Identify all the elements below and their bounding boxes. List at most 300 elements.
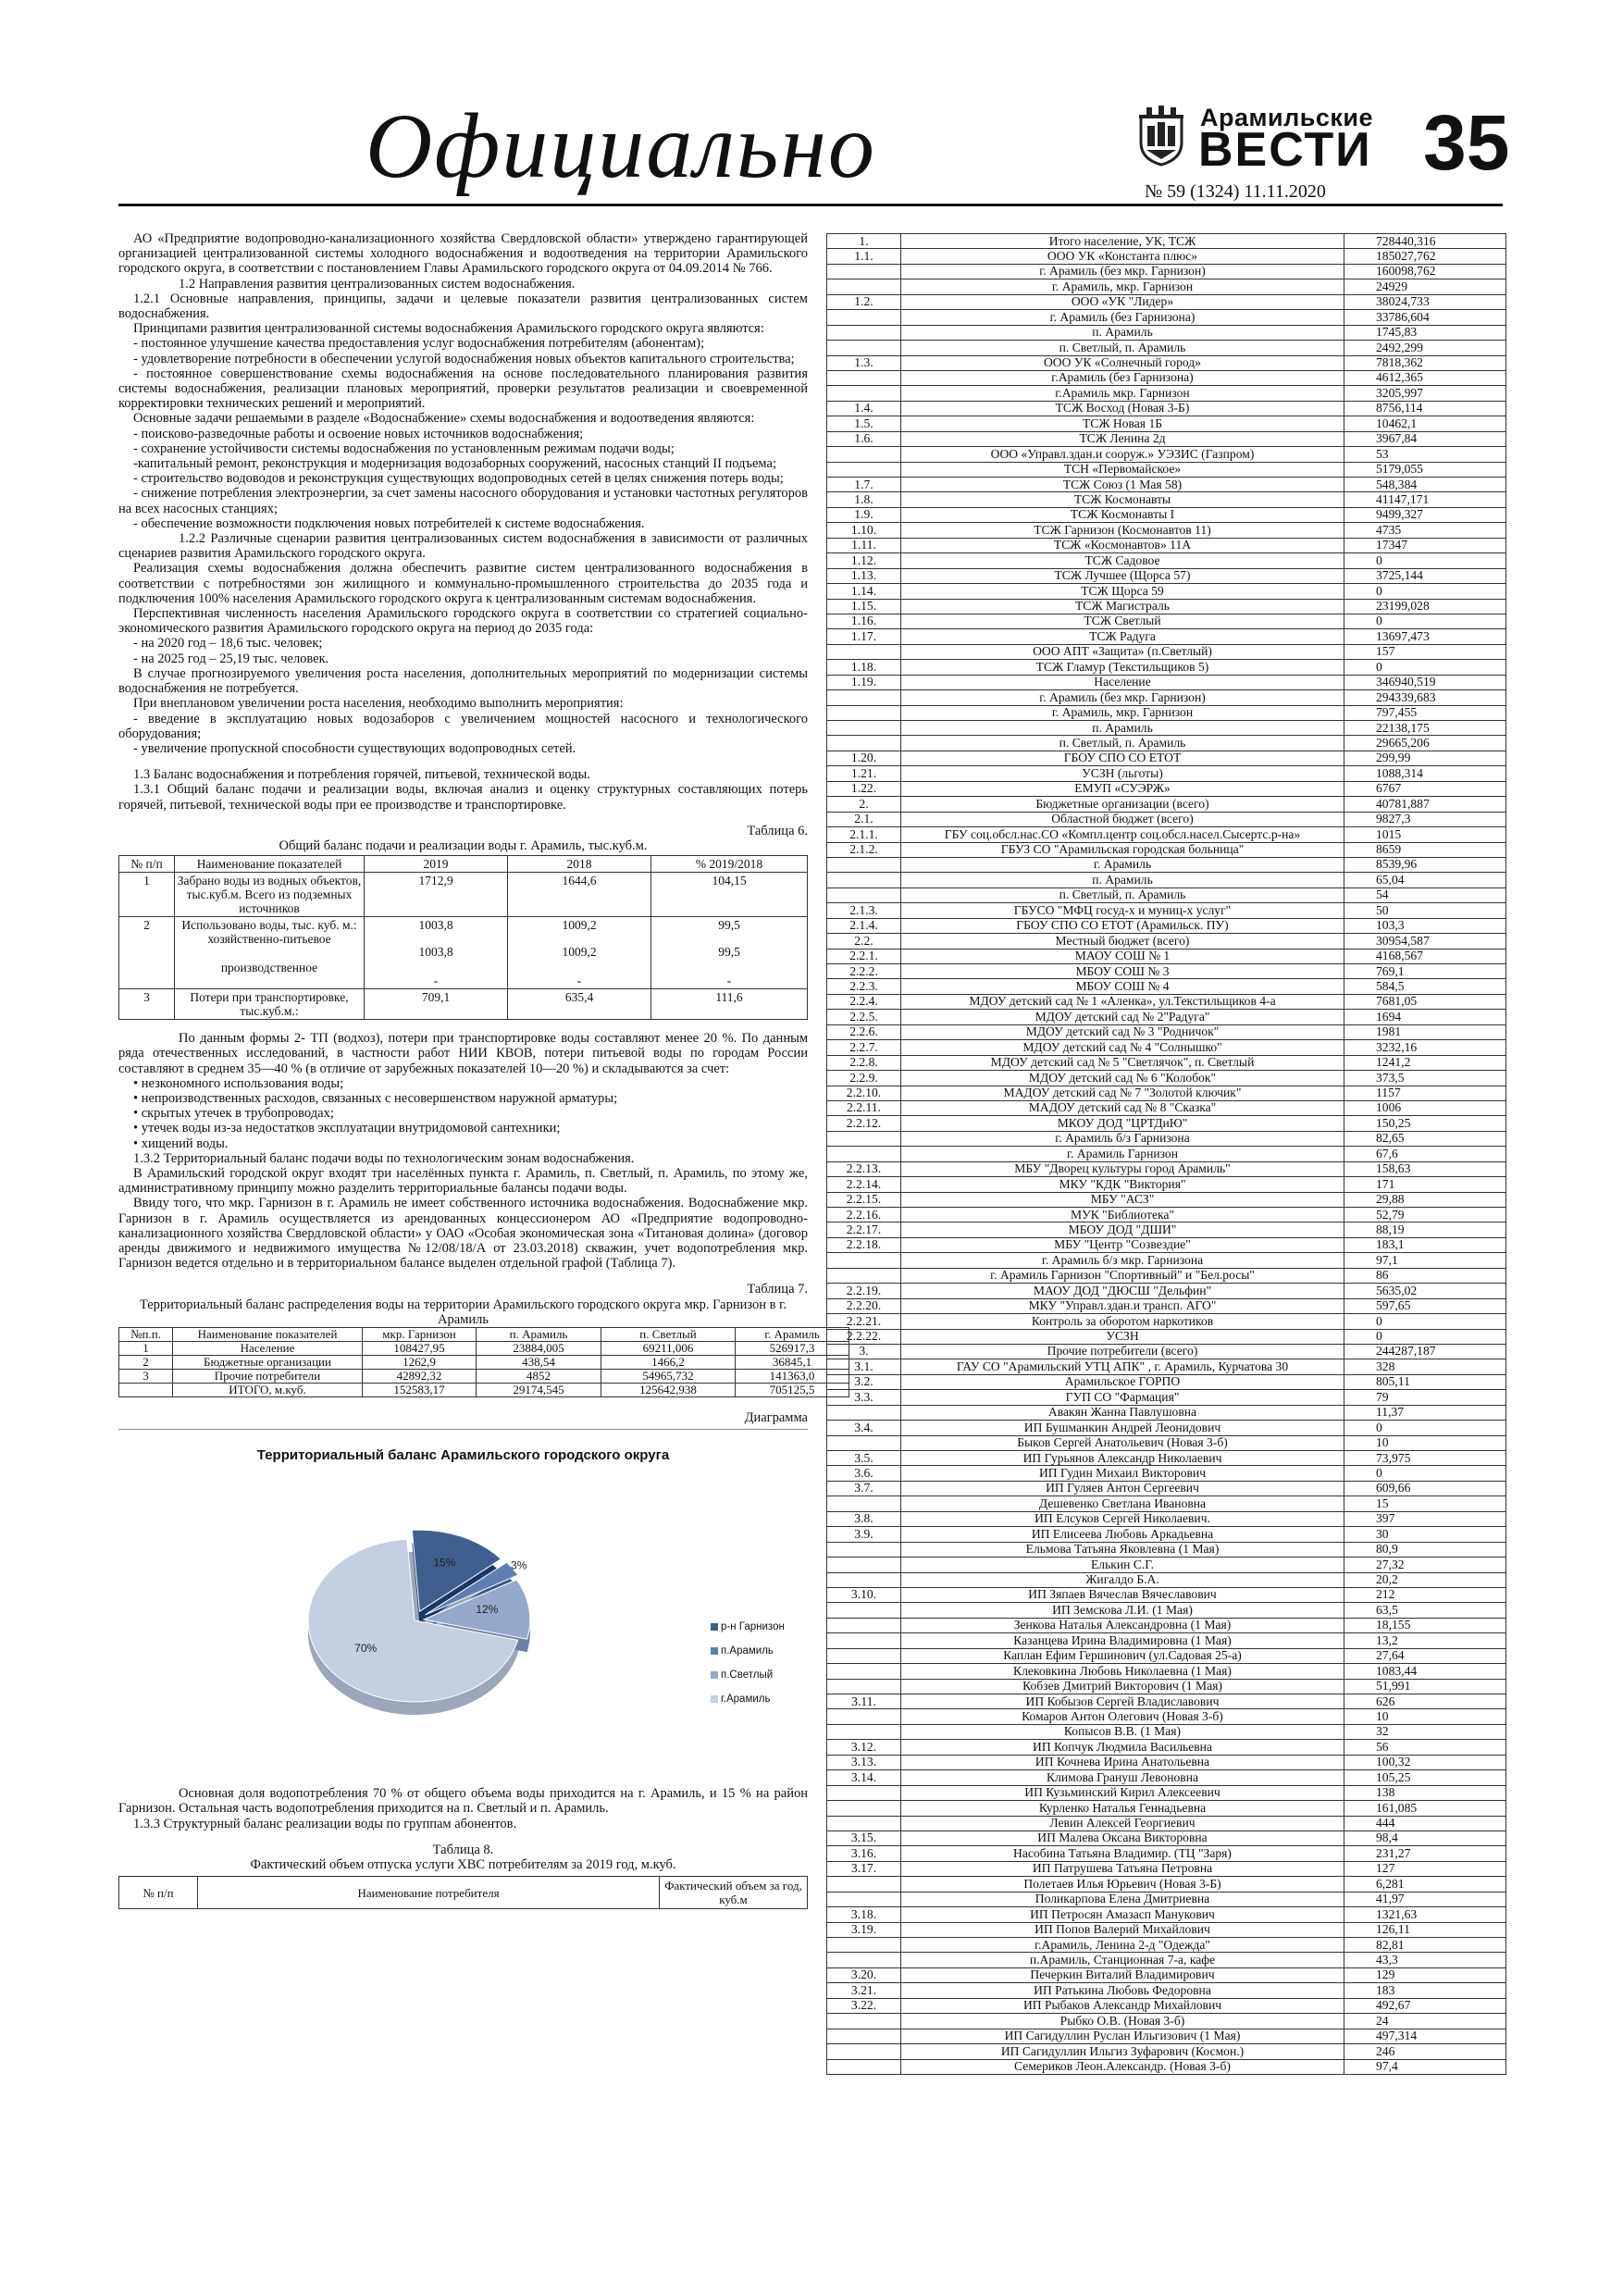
volume-value: 56 [1344,1740,1506,1755]
volume-value: 105,25 [1344,1770,1506,1785]
volume-value: 9499,327 [1344,507,1506,522]
volume-value: 30954,587 [1344,934,1506,949]
volume-value: 373,5 [1344,1071,1506,1086]
row-number: 2.2.10. [827,1086,901,1100]
table-row [827,766,1506,781]
consumer-name: МДОУ детский сад № 1 «Аленка», ул.Текстильщиков 4-а [901,994,1344,1009]
row-number: 2.1.4. [827,918,901,933]
table-row: 2 Использовано воды, тыс. куб. м.: хозяйственно-питьевое производственное 1003,8 1003,8 - 1009,2 1009,2 - 99,5 99,5 - [119,917,808,989]
row-number: 3. [827,1344,901,1359]
volume-value: 4168,567 [1344,949,1506,963]
section-title: Официально [365,94,876,197]
consumer-name: г. Арамиль (без Гарнизона) [901,310,1344,325]
table-row [827,249,1506,264]
row-number: 2.2.5. [827,1010,901,1024]
volume-value: 86 [1344,1268,1506,1283]
consumer-name: Казанцева Ирина Владимировна (1 Мая) [901,1633,1344,1648]
row-number: 2.2.9. [827,1071,901,1086]
consumer-name: г. Арамиль, мкр. Гарнизон [901,705,1344,720]
paragraph: При внеплановом увеличении роста населения, необходимо выполнить мероприятия: [133,696,624,712]
table-row [827,584,1506,599]
table-row [827,553,1506,568]
table-row [827,751,1506,765]
row-number: 3.3. [827,1390,901,1405]
table-row: 3 Прочие потребители 42892,32 4852 54965,732 141363,0 [119,1369,849,1383]
volume-value: 299,99 [1344,751,1506,765]
consumer-name: ТСЖ Щорса 59 [901,584,1344,599]
volume-value: 3232,16 [1344,1040,1506,1055]
row-number: 1.5. [827,416,901,431]
row-number: 1.12. [827,553,901,568]
volume-value: 10462,1 [1344,416,1506,431]
volume-value: 10 [1344,1709,1506,1724]
row-number [827,1253,901,1268]
consumer-name: ИП Гуляев Антон Сергеевич [901,1481,1344,1496]
consumer-name: г. Арамиль б/з Гарнизона [901,1131,1344,1146]
table-row [827,1633,1506,1648]
volume-value: 98,4 [1344,1831,1506,1845]
table-row [827,934,1506,949]
list-item: -капитальный ремонт, реконструкция и модернизация водозаборных сооружений, насосных станций II подъема; [133,456,776,472]
row-number: 3.13. [827,1755,901,1769]
row-number: 1.1. [827,249,901,264]
volume-value: 29,88 [1344,1192,1506,1207]
table-row [827,1907,1506,1922]
issue-number: № 59 (1324) 11.11.2020 [1145,181,1326,202]
volume-value: 6767 [1344,781,1506,796]
table-row [827,736,1506,751]
page-number: 35 [1423,99,1510,186]
volume-value: 8539,96 [1344,857,1506,872]
consumer-name: ТСЖ Восход (Новая 3-Б) [901,401,1344,416]
table-row [827,310,1506,325]
row-number: 2.2.13. [827,1161,901,1176]
row-number [827,1633,901,1648]
volume-value: 24929 [1344,279,1506,294]
row-number: 2.1.2. [827,842,901,857]
pie-label: 15% [433,1556,456,1570]
table-row [827,1770,1506,1785]
volume-value: 8659 [1344,842,1506,857]
volume-value: 1157 [1344,1086,1506,1100]
column-header: 2018 [508,856,651,873]
table-row [827,629,1506,644]
volume-value: 231,27 [1344,1846,1506,1861]
list-item: • утечек воды из-за недостатков эксплуатации внутридомовой сантехники; [133,1121,561,1136]
table-row [827,478,1506,492]
consumer-name: ТСЖ Лучшее (Щорса 57) [901,568,1344,583]
table-row [827,1131,1506,1146]
row-number: 1. [827,234,901,249]
legend-item [711,1663,785,1687]
row-number [827,1542,901,1557]
pie-label: 70% [354,1642,378,1656]
consumer-name: Кобзев Дмитрий Викторович (1 Мая) [901,1679,1344,1694]
consumer-name: ТСН «Первомайское» [901,462,1344,477]
volume-value: 82,65 [1344,1131,1506,1146]
consumer-name: ООО «Управл.здан.и сооруж.» УЭЗИС (Газпром) [901,447,1344,462]
consumer-name: п.Арамиль, Станционная 7-а, кафе [901,1953,1344,1967]
table-row [827,1724,1506,1739]
consumer-name: ИП Земскова Л.И. (1 Мая) [901,1603,1344,1618]
pie-label: 12% [476,1603,499,1617]
volume-value: 346940,519 [1344,675,1506,689]
table-row: 3 Потери при транспортировке, тыс.куб.м.: 709,1 635,4 111,6 [119,989,808,1020]
consumer-name: ИП Елисеева Любовь Аркадьевна [901,1527,1344,1542]
volume-value: 1083,44 [1344,1664,1506,1679]
table-row [827,1861,1506,1876]
volume-value: 492,67 [1344,1998,1506,2013]
consumer-name: Каплан Ефим Гершинович (ул.Садовая 25-а) [901,1648,1344,1663]
row-number [827,873,901,887]
row-number: 2.2.16. [827,1208,901,1222]
row-number [827,1558,901,1572]
table-row [827,903,1506,918]
consumer-name: ООО УК «Солнечный город» [901,355,1344,370]
volume-value: 246 [1344,2044,1506,2059]
volume-value: 5179,055 [1344,462,1506,477]
row-number: 2.2.21. [827,1314,901,1329]
volume-value: 183 [1344,1983,1506,1998]
table-title: Фактический объем отпуска услуги ХВС потребителям за 2019 год, м.куб. [250,1857,676,1872]
consumer-name: г.Арамиль мкр. Гарнизон [901,386,1344,401]
row-number [827,1603,901,1618]
column-header: % 2019/2018 [651,856,808,873]
table-row [827,1664,1506,1679]
list-item: - на 2025 год – 25,19 тыс. человек. [133,651,329,666]
row-number: 2.2.11. [827,1100,901,1115]
row-number [827,1679,901,1694]
table-row [827,1421,1506,1435]
volume-value: 52,79 [1344,1208,1506,1222]
row-number: 3.22. [827,1998,901,2013]
row-number: 1.9. [827,507,901,522]
pie-label: 3% [511,1558,527,1572]
consumer-name: г. Арамиль, мкр. Гарнизон [901,279,1344,294]
consumer-name: Комаров Антон Олегович (Новая 3-б) [901,1709,1344,1724]
table-label: Таблица 6. [747,823,808,838]
table-row [827,264,1506,279]
volume-value: 5635,02 [1344,1284,1506,1298]
table-row [827,1192,1506,1207]
table-row [827,1435,1506,1450]
consumer-name: МДОУ детский сад № 5 "Светлячок", п. Светлый [901,1055,1344,1070]
list-item: - сохранение устойчивости системы водоснабжения по установленным режимам подачи воды; [133,441,675,456]
table-row [827,1511,1506,1526]
paragraph: АО «Предприятие водопроводно-канализационного хозяйства Свердловской области» утверждено гарантирующей организацией централизованной системы холодного водоснабжения и водоотведения на территории Арамильского городского округа, в соответствии с постановлением Главы Арамильского городского округа от 04.09.2014 № 766. [118,231,808,277]
table-row [827,1451,1506,1466]
table-row [827,2044,1506,2059]
row-number: 3.5. [827,1451,901,1466]
table-row [827,1298,1506,1313]
table-row [827,1024,1506,1039]
consumer-name: ООО АПТ «Защита» (п.Светлый) [901,644,1344,659]
row-number [827,1709,901,1724]
consumer-name: ГБУЗ СО "Арамильская городская больница" [901,842,1344,857]
table-row [827,462,1506,477]
row-number: 2.2.2. [827,964,901,979]
row-number: 2.2.19. [827,1284,901,1298]
paragraph: По данным формы 2- ТП (водхоз), потери при транспортировке воды составляют менее 20 %. По данным ряда отечественных исследований, в частности работ НИИ КВОВ, потери питьевой воды по городам России составляют в среднем 35—40 % (в отличие от зарубежных показателей 10—20 %) и складываются за счет: [118,1031,808,1076]
consumer-name: Быков Сергей Анатольевич (Новая 3-б) [901,1435,1344,1450]
volume-value: 43,3 [1344,1953,1506,1967]
volume-value: 22138,175 [1344,721,1506,736]
volume-value: 18,155 [1344,1618,1506,1632]
consumer-name: МУК "Библиотека" [901,1208,1344,1222]
consumer-name: Левин Алексей Георгиевич [901,1816,1344,1831]
consumer-name: ИП Гурьянов Александр Николаевич [901,1451,1344,1466]
consumer-name: Насобина Татьяна Владимир. (ТЦ "Заря) [901,1846,1344,1861]
consumer-name: ТСЖ Союз (1 Мая 58) [901,478,1344,492]
row-number: 2.2.1. [827,949,901,963]
consumer-name: Рыбко О.В. (Новая 3-б) [901,2014,1344,2029]
row-number: 3.16. [827,1846,901,1861]
row-number: 1.16. [827,614,901,628]
row-number [827,325,901,340]
table-row [827,599,1506,614]
table-row [827,1208,1506,1222]
row-number [827,2044,901,2059]
volume-value: 244287,187 [1344,1344,1506,1359]
volume-value: 8756,114 [1344,401,1506,416]
volume-value: 97,1 [1344,1253,1506,1268]
row-number [827,310,901,325]
table-row [827,994,1506,1009]
list-item: - снижение потребления электроэнергии, за счет замены насосного оборудования и установки частотных регуляторов на всех насосных станциях; [118,486,808,516]
row-number: 1.2. [827,294,901,309]
row-number: 1.22. [827,781,901,796]
volume-value: 584,5 [1344,979,1506,994]
volume-value: 1006 [1344,1100,1506,1115]
table-row [827,1405,1506,1420]
row-number [827,462,901,477]
volume-value: 63,5 [1344,1603,1506,1618]
row-number: 3.4. [827,1421,901,1435]
row-number [827,279,901,294]
table-row [827,2059,1506,2074]
legend-label: п.Светлый [721,1669,774,1682]
table-row [827,234,1506,249]
volume-value: 88,19 [1344,1222,1506,1237]
consumer-name: Жигалдо Б.А. [901,1572,1344,1587]
consumer-name: ИП Попов Валерий Михайлович [901,1922,1344,1937]
list-item: • непроизводственных расходов, связанных с несовершенством наружной арматуры; [133,1090,618,1106]
paragraph: Перспективная численность населения Арамильского городского округа в соответствии со стратегией социально-экономического развития Арамильского городского округа на период до 2035 года: [118,606,808,637]
table-row [827,279,1506,294]
volume-value: 3205,997 [1344,386,1506,401]
consumer-name: МАОУ ДОД "ДЮСШ "Дельфин" [901,1284,1344,1298]
list-item: - постоянное улучшение качества предоставления услуг водоснабжения потребителям (абонентам); [133,336,705,352]
paragraph: Ввиду того, что мкр. Гарнизон в г. Арамиль не имеет собственного источника водоснабжения. Водоснабжение мкр. Гарнизон в г. Арамиль осуществляется из арендованных концессионером АО «Предприятие водопроводно-канализационного хозяйства Свердловской области» у ОАО «Особая экономическая зона «Титановая долина» (договор аренды движимого и недвижимого имущества №12/08/18/А от 23.03.2018) скважин, учет водопотребления мкр. Гарнизон ведется отдельно и в территориальном балансе выделен отдельной графой (Таблица 7). [118,1196,808,1272]
volume-value: 0 [1344,660,1506,675]
consumer-name: п. Арамиль [901,721,1344,736]
consumer-name: МБУ "Центр "Созвездие" [901,1237,1344,1252]
row-number: 3.10. [827,1587,901,1602]
table-row [827,1877,1506,1892]
row-number: 1.20. [827,751,901,765]
row-number [827,857,901,872]
row-number: 2.1.1. [827,827,901,842]
consumer-name: Дешевенко Светлана Ивановна [901,1496,1344,1511]
row-number: 1.8. [827,492,901,507]
row-number [827,887,901,902]
row-number: 3.2. [827,1374,901,1389]
volume-value: 11,37 [1344,1405,1506,1420]
volume-value: 4612,365 [1344,370,1506,385]
volume-value: 797,455 [1344,705,1506,720]
table-row [827,492,1506,507]
volume-value: 328 [1344,1359,1506,1374]
volume-value: 29665,206 [1344,736,1506,751]
volume-value: 185027,762 [1344,249,1506,264]
consumers-table [826,233,1506,2075]
row-number [827,2059,901,2074]
consumer-name: п. Светлый, п. Арамиль [901,887,1344,902]
volume-value: 161,085 [1344,1801,1506,1816]
volume-value: 0 [1344,1466,1506,1481]
row-number: 2.2. [827,934,901,949]
volume-value: 1321,63 [1344,1907,1506,1922]
paragraph: Реализация схемы водоснабжения должна обеспечить развитие систем централизованного водоснабжения в соответствии с потребностями зон жилищного и коммунально-промышленного строительства до 2035 года и подключения 100% населения Арамильского городского округа к централизованным системам водоснабжения. [118,561,808,606]
consumer-name: ТСЖ Магистраль [901,599,1344,614]
volume-value: 129 [1344,1967,1506,1982]
table-row [827,1010,1506,1024]
legend-label: р-н Гарнизон [721,1621,785,1633]
list-item: - на 2020 год – 18,6 тыс. человек; [133,636,323,652]
table-title: Общий баланс подачи и реализации воды г. Арамиль, тыс.куб.м. [279,838,648,853]
consumer-name: п. Светлый, п. Арамиль [901,341,1344,355]
legend-swatch [711,1695,718,1703]
table-row [827,294,1506,309]
list-item: - постоянное совершенствование схемы водоснабжения на основе последовательного планирования развития системы водоснабжения, реализации плановых мероприятий, проверки результатов реализации и своевременной корректировки технических решений и мероприятий. [118,366,808,412]
table-row [827,979,1506,994]
volume-value: 40781,887 [1344,797,1506,812]
volume-value: 27,32 [1344,1558,1506,1572]
row-number: 3.17. [827,1861,901,1876]
row-number [827,1892,901,1906]
consumer-name: Прочие потребители (всего) [901,1344,1344,1359]
consumer-name: ИП Кузьминский Кирил Алексеевич [901,1785,1344,1800]
consumer-name: п. Светлый, п. Арамиль [901,736,1344,751]
table-row [827,842,1506,857]
table-row [827,431,1506,446]
volume-value: 53 [1344,447,1506,462]
consumer-name: ТСЖ Ленина 2д [901,431,1344,446]
consumer-name: УСЗН (льготы) [901,766,1344,781]
column-header: п. Арамиль [477,1327,601,1341]
consumer-name: Население [901,675,1344,689]
table-row [827,447,1506,462]
row-number: 2.2.18. [827,1237,901,1252]
column-header: Наименование показателей [173,1327,363,1341]
volume-value: 41,97 [1344,1892,1506,1906]
volume-value: 158,63 [1344,1161,1506,1176]
legend-item [711,1687,785,1711]
volume-value: 65,04 [1344,873,1506,887]
volume-value: 0 [1344,553,1506,568]
table-row [827,416,1506,431]
table-row [827,386,1506,401]
list-item: • хищений воды. [133,1136,229,1151]
volume-value: 79 [1344,1390,1506,1405]
table-label: Таблица 7. [747,1282,808,1297]
legend-item [711,1639,785,1663]
volume-value: 126,11 [1344,1922,1506,1937]
consumer-name: МКУ "КДК "Виктория" [901,1177,1344,1192]
consumer-name: МБОУ СОШ № 4 [901,979,1344,994]
table-row [827,1116,1506,1131]
consumer-name: ИП Патрушева Татьяна Петровна [901,1861,1344,1876]
legend-swatch [711,1647,718,1655]
chart-legend [711,1615,785,1711]
consumer-name: ИП Копчук Людмила Васильевна [901,1740,1344,1755]
consumer-name: ТСЖ Новая 1Б [901,416,1344,431]
row-number [827,1268,901,1283]
consumer-name: Контроль за оборотом наркотиков [901,1314,1344,1329]
table-row [827,2029,1506,2043]
row-number: 3.18. [827,1907,901,1922]
table-row [827,1938,1506,1953]
row-number: 3.12. [827,1740,901,1755]
column-header: Наименование показателей [175,856,365,873]
row-number: 1.19. [827,675,901,689]
pie-chart [118,1429,808,1771]
table-row [827,797,1506,812]
table-title: Территориальный баланс распределения воды на территории Арамильского городского округа мкр. Гарнизон в г. Арамиль [139,1297,787,1327]
table-row [827,1253,1506,1268]
table-row [827,675,1506,689]
volume-value: 150,25 [1344,1116,1506,1131]
volume-value: 1088,314 [1344,766,1506,781]
consumer-name: УСЗН [901,1329,1344,1344]
table-row [827,857,1506,872]
volume-value: 103,3 [1344,918,1506,933]
consumer-name: ИП Елсуков Сергей Николаевич. [901,1511,1344,1526]
row-number [827,1801,901,1816]
table-6 [118,855,808,1020]
table-row: 2 Бюджетные организации 1262,9 438,54 1466,2 36845,1 [119,1355,849,1369]
table-row [827,1587,1506,1602]
row-number: 2.2.7. [827,1040,901,1055]
volume-value: 1981 [1344,1024,1506,1039]
row-number [827,1664,901,1679]
table-row [827,1177,1506,1192]
volume-value: 24 [1344,2014,1506,2029]
row-number [827,1938,901,1953]
row-number: 1.7. [827,478,901,492]
table-row [827,507,1506,522]
table-row [827,325,1506,340]
volume-value: 1694 [1344,1010,1506,1024]
table-row [827,1740,1506,1755]
volume-value: 212 [1344,1587,1506,1602]
table-row [827,1390,1506,1405]
brand-big: ВЕСТИ [1198,123,1372,177]
consumer-name: Курленко Наталья Геннадьевна [901,1801,1344,1816]
column-header: № п/п [119,856,175,873]
consumer-name: Климова Грануш Левоновна [901,1770,1344,1785]
consumer-name: ГАУ СО "Арамильский УТЦ АПК" , г. Арамиль, Курчатова 30 [901,1359,1344,1374]
volume-value: 4735 [1344,523,1506,538]
volume-value: 548,384 [1344,478,1506,492]
volume-value: 497,314 [1344,2029,1506,2043]
row-number: 2.2.4. [827,994,901,1009]
volume-value: 15 [1344,1496,1506,1511]
consumer-name: ООО УК «Константа плюс» [901,249,1344,264]
table-row [827,538,1506,552]
consumer-name: Авакян Жанна Павлушовна [901,1405,1344,1420]
volume-value: 0 [1344,1421,1506,1435]
